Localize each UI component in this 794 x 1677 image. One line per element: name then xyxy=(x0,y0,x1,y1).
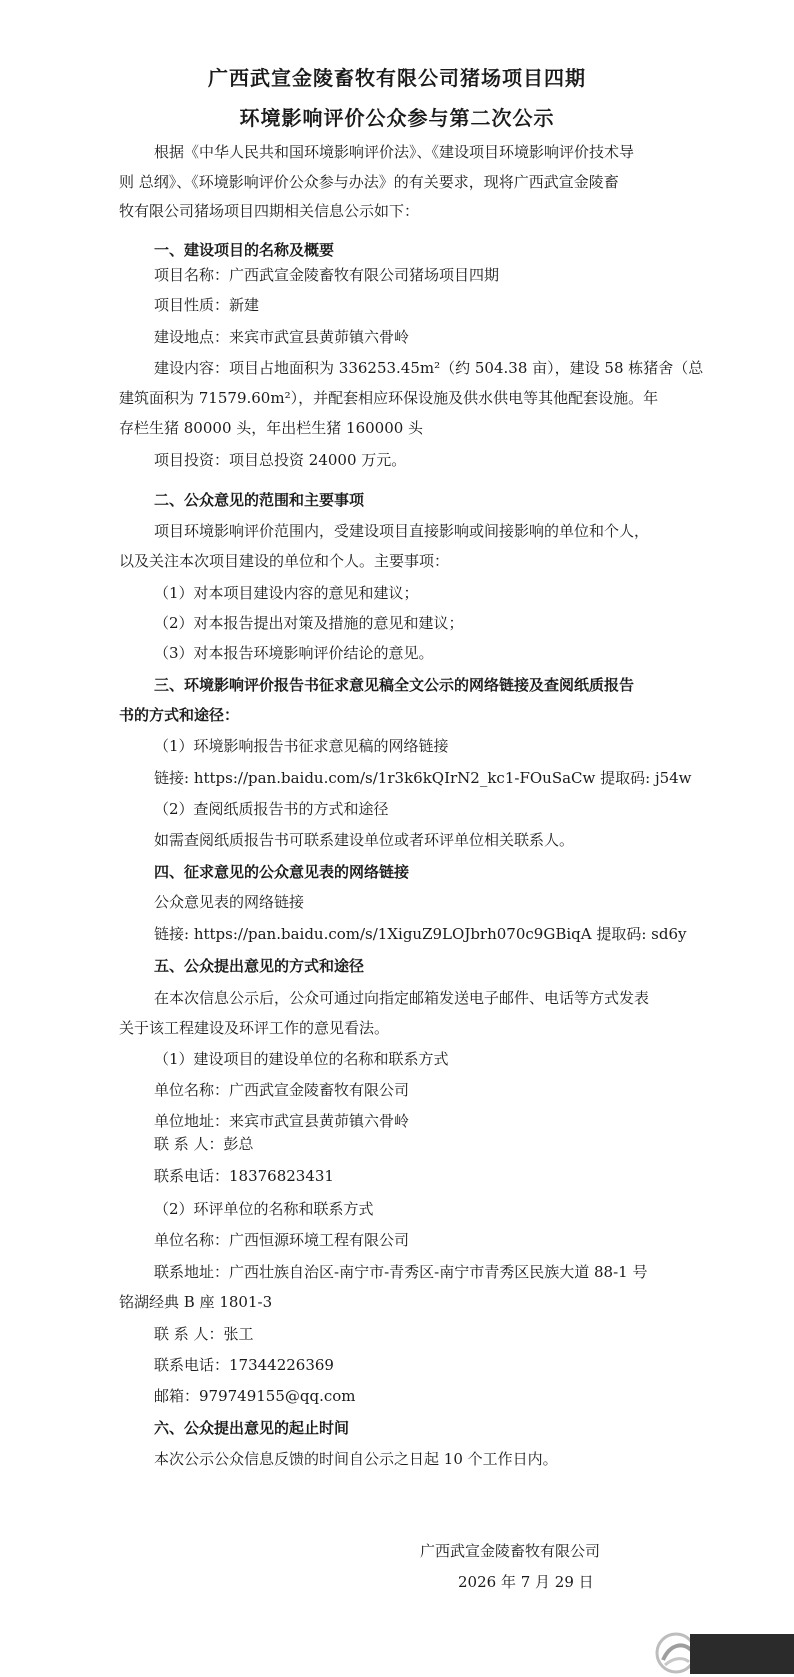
section-5-heading: 五、公众提出意见的方式和途径 xyxy=(154,957,365,975)
section-3-heading-line-2: 书的方式和途径： xyxy=(119,706,240,724)
builder-label: （1）建设项目的建设单位的名称和联系方式 xyxy=(154,1050,449,1068)
report-link[interactable]: 链接: https://pan.baidu.com/s/1r3k6kQIrN2_kc1-FOuSaCw 提取码: j54w xyxy=(154,769,692,787)
scope-line-2: 以及关注本次项目建设的单位和个人。主要事项： xyxy=(119,552,450,570)
scope-line-1: 项目环境影响评价范围内，受建设项目直接影响或间接影响的单位和个人， xyxy=(154,522,650,540)
section-1-heading: 一、建设项目的名称及概要 xyxy=(154,241,335,259)
project-investment: 项目投资：项目总投资 24000 万元。 xyxy=(154,451,407,469)
eia-name: 单位名称：广西恒源环境工程有限公司 xyxy=(154,1231,410,1249)
footer-organization: 广西武宣金陵畜牧有限公司 xyxy=(420,1542,601,1560)
footer-date: 2026 年 7 月 29 日 xyxy=(458,1573,594,1591)
paper-report-label: （2）查阅纸质报告书的方式和途径 xyxy=(154,800,389,818)
project-nature: 项目性质：新建 xyxy=(154,296,260,314)
report-link-label: （1）环境影响报告书征求意见稿的网络链接 xyxy=(154,737,449,755)
form-link-label: 公众意见表的网络链接 xyxy=(154,893,305,911)
builder-name: 单位名称：广西武宣金陵畜牧有限公司 xyxy=(154,1081,410,1099)
period-text: 本次公示公众信息反馈的时间自公示之日起 10 个工作日内。 xyxy=(154,1450,558,1468)
eia-contact: 联 系 人：张工 xyxy=(154,1325,254,1343)
project-location: 建设地点：来宾市武宣县黄茆镇六骨岭 xyxy=(154,328,410,346)
section-6-heading: 六、公众提出意见的起止时间 xyxy=(154,1419,350,1437)
method-line-1: 在本次信息公示后，公众可通过向指定邮箱发送电子邮件、电话等方式发表 xyxy=(154,989,650,1007)
builder-phone: 联系电话：18376823431 xyxy=(154,1167,334,1185)
builder-contact: 联 系 人：彭总 xyxy=(154,1135,254,1153)
eia-address-line-1: 联系地址：广西壮族自治区-南宁市-青秀区-南宁市青秀区民族大道 88-1 号 xyxy=(154,1263,648,1281)
watermark-badge xyxy=(690,1634,794,1674)
section-4-heading: 四、征求意见的公众意见表的网络链接 xyxy=(154,863,410,881)
matter-item-3: （3）对本报告环境影响评价结论的意见。 xyxy=(154,644,434,662)
section-2-heading: 二、公众意见的范围和主要事项 xyxy=(154,491,365,509)
project-content-line-2: 建筑面积为 71579.60m²），并配套相应环保设施及供水供电等其他配套设施。年 xyxy=(119,389,659,407)
eia-address-line-2: 铭湖经典 B 座 1801-3 xyxy=(119,1293,273,1311)
matter-item-2: （2）对本报告提出对策及措施的意见和建议； xyxy=(154,614,464,632)
intro-line-2: 则 总纲》、《环境影响评价公众参与办法》的有关要求，现将广西武宣金陵畜 xyxy=(119,173,619,191)
paper-report-text: 如需查阅纸质报告书可联系建设单位或者环评单位相关联系人。 xyxy=(154,831,575,849)
eia-email[interactable]: 邮箱：979749155@qq.com xyxy=(154,1387,356,1405)
eia-label: （2）环评单位的名称和联系方式 xyxy=(154,1200,374,1218)
matter-item-1: （1）对本项目建设内容的意见和建议； xyxy=(154,584,419,602)
project-content-line-1: 建设内容：项目占地面积为 336253.45m²（约 504.38 亩），建设 58 栋猪舍（总 xyxy=(154,359,704,377)
method-line-2: 关于该工程建设及环评工作的意见看法。 xyxy=(119,1019,390,1037)
document-subtitle: 环境影响评价公众参与第二次公示 xyxy=(239,106,555,130)
project-name: 项目名称：广西武宣金陵畜牧有限公司猪场项目四期 xyxy=(154,266,500,284)
section-3-heading-line-1: 三、环境影响评价报告书征求意见稿全文公示的网络链接及查阅纸质报告 xyxy=(154,676,635,694)
form-link[interactable]: 链接: https://pan.baidu.com/s/1XiguZ9LOJbrh070c9GBiqA 提取码: sd6y xyxy=(154,925,687,943)
project-content-line-3: 存栏生猪 80000 头，年出栏生猪 160000 头 xyxy=(119,419,424,437)
intro-line-1: 根据《中华人民共和国环境影响评价法》、《建设项目环境影响评价技术导 xyxy=(154,143,635,161)
builder-address: 单位地址：来宾市武宣县黄茆镇六骨岭 xyxy=(154,1112,410,1130)
eia-phone: 联系电话：17344226369 xyxy=(154,1356,334,1374)
document-title: 广西武宣金陵畜牧有限公司猪场项目四期 xyxy=(208,66,586,90)
intro-line-3: 牧有限公司猪场项目四期相关信息公示如下： xyxy=(119,202,420,220)
